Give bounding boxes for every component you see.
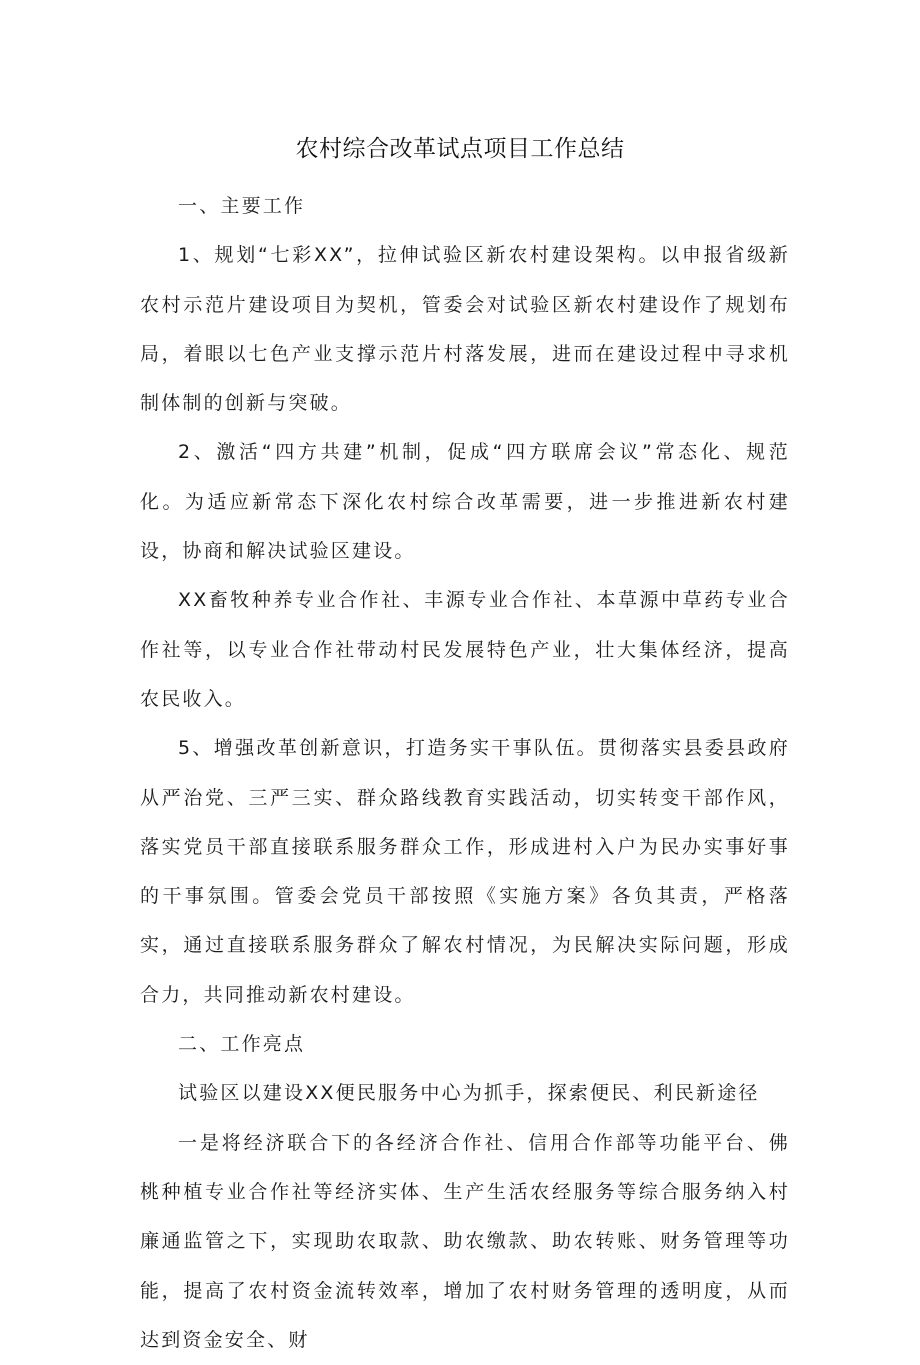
document-title: 农村综合改革试点项目工作总结 <box>295 136 625 162</box>
paragraph: 1、规划“七彩XX”，拉伸试验区新农村建设架构。以申报省级新农村示范片建设项目为契机，管委会对试验区新农村建设作了规划布局，着眼以七色产业支撑示范片村落发展，进而在建设过程中寻求机制体制的创新与突破。 <box>140 244 790 415</box>
document-body <box>140 182 790 1365</box>
paragraph: 5、增强改革创新意识，打造务实干事队伍。贯彻落实县委县政府从严治党、三严三实、群众路线教育实践活动，切实转变干部作风，落实党员干部直接联系服务群众工作，形成进村入户为民办实事好事的干事氛围。管委会党员干部按照《实施方案》各负其责，严格落实，通过直接联系服务群众了解农村情况，为民解决实际问题，形成合力，共同推动新农村建设。 <box>140 737 790 1006</box>
paragraph: 2、激活“四方共建”机制，促成“四方联席会议”常态化、规范化。为适应新常态下深化农村综合改革需要，进一步推进新农村建设，协商和解决试验区建设。 <box>140 441 790 563</box>
section-heading-main-work: 一、主要工作 <box>178 195 306 217</box>
section-heading-highlights: 二、工作亮点 <box>178 1033 306 1056</box>
paragraph: XX畜牧种养专业合作社、丰源专业合作社、本草源中草药专业合作社等，以专业合作社带动村民发展特色产业，壮大集体经济，提高农民收入。 <box>140 589 790 710</box>
paragraph: 试验区以建设XX便民服务中心为抓手，探索便民、利民新途径 <box>178 1082 760 1105</box>
paragraph: 一是将经济联合下的各经济合作社、信用合作部等功能平台、佛桃种植专业合作社等经济实体、生产生活农经服务等综合服务纳入村廉通监管之下，实现助农取款、助农缴款、助农转账、财务管理等功能，提高了农村资金流转效率，增加了农村财务管理的透明度，从而达到资金安全、财 <box>140 1131 790 1351</box>
